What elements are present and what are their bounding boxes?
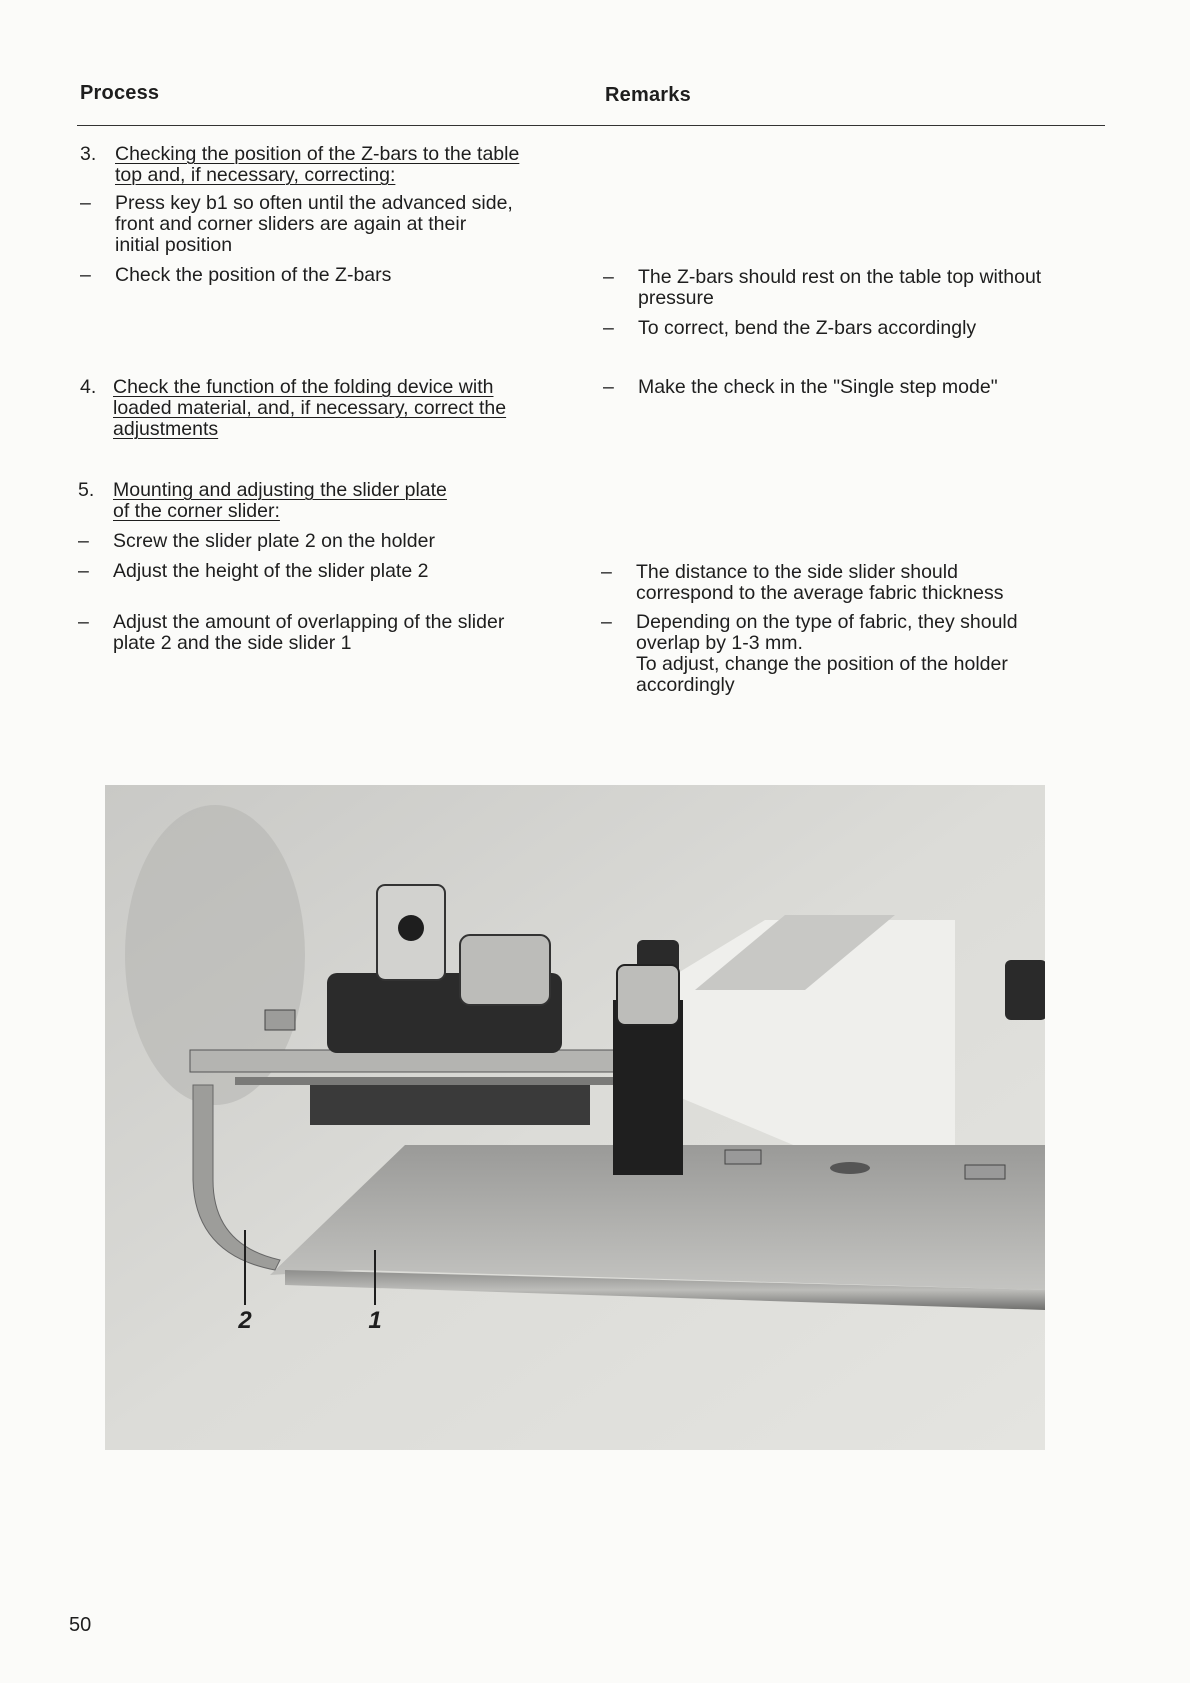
- remark-bend-zbars: [603, 318, 1103, 339]
- step3-item1-line2: front and corner sliders are again at their: [115, 213, 467, 235]
- step5-number: 5.: [78, 479, 95, 501]
- bullet-dash: –: [78, 611, 89, 633]
- remark-overlap: [601, 612, 1101, 696]
- bullet-dash: –: [603, 266, 614, 288]
- bullet-dash: –: [601, 561, 612, 583]
- screw: [725, 1150, 761, 1164]
- slider-plate-slot: [235, 1077, 615, 1085]
- header-rule: [77, 125, 1105, 126]
- step3-item-check-zbars: [80, 265, 580, 286]
- step3-item1-line1: Press key b1 so often until the advanced side,: [115, 192, 513, 214]
- step5-title-line2: of the corner slider:: [113, 500, 280, 522]
- bullet-dash: –: [80, 264, 91, 286]
- remark-distance: [601, 562, 1101, 604]
- step5-item-screw-plate: [78, 531, 578, 552]
- remark4-line2: correspond to the average fabric thickness: [636, 582, 1004, 604]
- bullet-dash: –: [78, 560, 89, 582]
- page-number: 50: [69, 1614, 92, 1636]
- step3-item2-text: Check the position of the Z-bars: [115, 264, 392, 286]
- post-cap: [617, 965, 679, 1025]
- remark2-text: To correct, bend the Z-bars accordingly: [638, 317, 977, 339]
- step3-item1-line3: initial position: [115, 234, 233, 256]
- step4-title-line2: loaded material, and, if necessary, correct the: [113, 397, 507, 419]
- screw-hole: [830, 1162, 870, 1174]
- bullet-dash: –: [601, 611, 612, 633]
- step5-item3-line1: Adjust the amount of overlapping of the slider: [113, 611, 505, 633]
- mechanism-base: [310, 1085, 590, 1125]
- bullet-dash: –: [603, 317, 614, 339]
- step3-number: 3.: [80, 143, 97, 165]
- step4-title-line1: Check the function of the folding device with: [113, 376, 494, 398]
- remarks-column-header: Remarks: [605, 84, 691, 106]
- slider-mechanism-photo: [105, 785, 1045, 1450]
- cylinder-hole: [398, 915, 424, 941]
- slider-plate: [190, 1050, 625, 1072]
- knob-right: [1005, 960, 1045, 1020]
- step5-item1-text: Screw the slider plate 2 on the holder: [113, 530, 435, 552]
- step5-title-line1: Mounting and adjusting the slider plate: [113, 479, 447, 501]
- step4-heading: [80, 377, 580, 440]
- screw: [965, 1165, 1005, 1179]
- step3-title-line1: Checking the position of the Z-bars to the table: [115, 143, 520, 165]
- step3-title-line2: top and, if necessary, correcting:: [115, 164, 396, 186]
- remark3-text: Make the check in the "Single step mode": [638, 376, 998, 398]
- remark-zbars-rest: [603, 267, 1103, 309]
- callout-1-label: 1: [368, 1307, 382, 1334]
- remark5-line4: accordingly: [636, 674, 735, 696]
- remark5-line1: Depending on the type of fabric, they should: [636, 611, 1018, 633]
- callout-2-label: 2: [238, 1307, 252, 1334]
- step5-item-adjust-overlap: [78, 612, 578, 654]
- remark1-line2: pressure: [638, 287, 714, 309]
- step5-item-adjust-height: [78, 561, 578, 582]
- roller: [460, 935, 550, 1005]
- remark1-line1: The Z-bars should rest on the table top without: [638, 266, 1042, 288]
- step5-item2-text: Adjust the height of the slider plate 2: [113, 560, 429, 582]
- remark5-line3: To adjust, change the position of the holder: [636, 653, 1008, 675]
- step3-item-press-key: [80, 193, 580, 256]
- step3-heading: [80, 144, 580, 186]
- bullet-dash: –: [603, 376, 614, 398]
- step4-title-line3: adjustments: [113, 418, 219, 440]
- remark-single-step: [603, 377, 1103, 398]
- remark4-line1: The distance to the side slider should: [636, 561, 958, 583]
- step5-heading: [78, 480, 578, 522]
- step5-item3-line2: plate 2 and the side slider 1: [113, 632, 352, 654]
- screw-head: [265, 1010, 295, 1030]
- process-column-header: Process: [80, 82, 160, 104]
- bullet-dash: –: [78, 530, 89, 552]
- remark5-line2: overlap by 1-3 mm.: [636, 632, 803, 654]
- bullet-dash: –: [80, 192, 91, 214]
- step4-number: 4.: [80, 376, 97, 398]
- post: [613, 1000, 683, 1175]
